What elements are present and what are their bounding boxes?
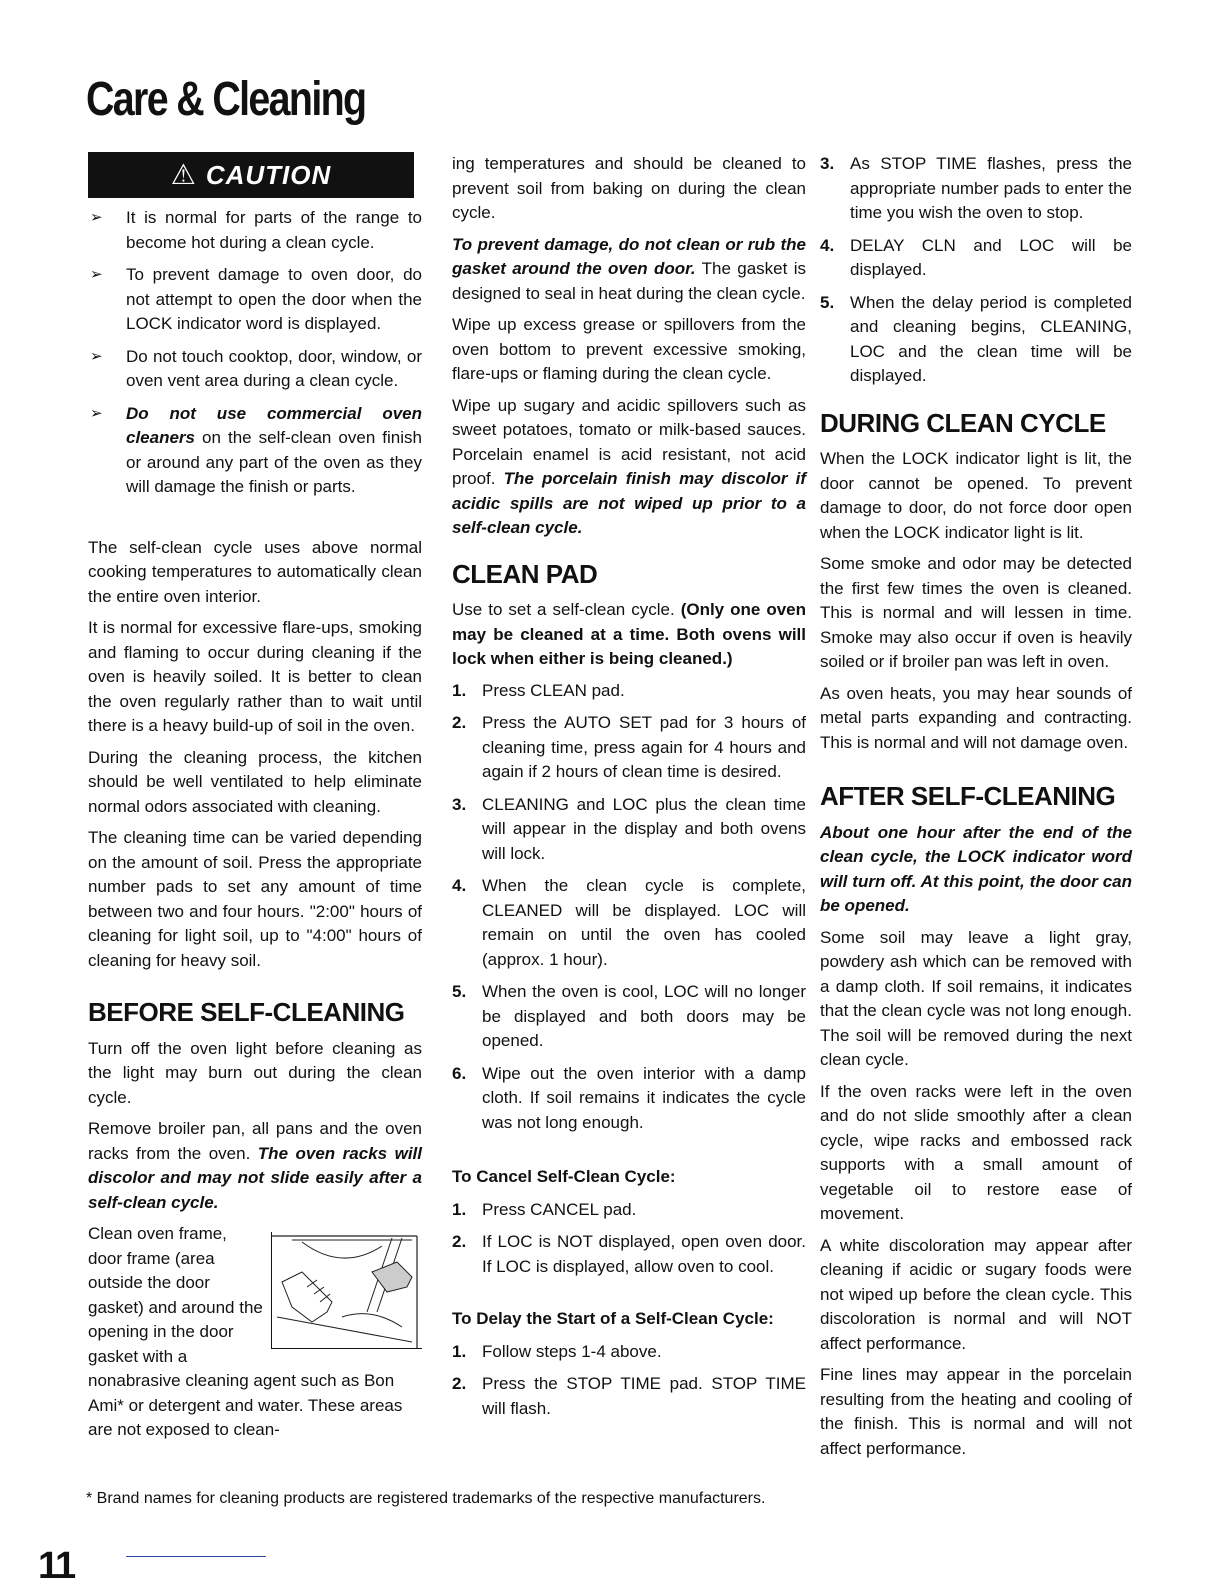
step-number: 3. bbox=[820, 154, 835, 173]
caution-item-text: on the self-clean oven finish or around any part of the oven as they will damage the finish or parts. bbox=[126, 428, 422, 496]
step-text: Press the AUTO SET pad for 3 hours of cleaning time, press again for 4 hours and again if 2 hours of clean time is desired. bbox=[482, 713, 806, 781]
step bbox=[452, 1372, 806, 1421]
arrow-icon: ➢ bbox=[90, 347, 103, 365]
step-number: 1. bbox=[452, 1199, 467, 1219]
after-paragraph: Fine lines may appear in the porcelain resulting from the heating and cooling of the finish. This is normal and will not affect performance. bbox=[820, 1365, 1132, 1458]
during-paragraph: Some smoke and odor may be detected the first few times the oven is cleaned. This is normal and will lessen in time. Smoke may also occur if oven is heavily soiled or if broiler pan was left in oven. bbox=[820, 554, 1132, 671]
before-paragraph bbox=[88, 1222, 422, 1443]
caution-item-text: It is normal for parts of the range to become hot during a clean cycle. bbox=[126, 208, 422, 252]
caution-item bbox=[88, 206, 422, 255]
clean-pad-intro-text: Use to set a self-clean cycle. bbox=[452, 600, 681, 619]
step-number: 1. bbox=[452, 1341, 467, 1361]
gasket-text: The gasket is designed to seal in heat during the clean cycle. bbox=[452, 259, 806, 303]
caution-item bbox=[88, 402, 422, 500]
wipe-sugary-bold: The porcelain finish may discolor if acidic spills are not wiped up prior to a self-clean cycle. bbox=[452, 469, 807, 537]
step-text: Press the STOP TIME pad. STOP TIME will flash. bbox=[482, 1374, 806, 1418]
intro-paragraph: During the cleaning process, the kitchen should be well ventilated to help eliminate normal odors associated with cleaning. bbox=[88, 747, 422, 816]
warning-icon: ⚠ bbox=[170, 158, 196, 190]
cancel-heading: To Cancel Self-Clean Cycle: bbox=[452, 1167, 676, 1186]
gasket-paragraph bbox=[452, 233, 806, 307]
caution-list bbox=[88, 206, 422, 500]
step bbox=[452, 793, 806, 867]
before-paragraph bbox=[88, 1117, 422, 1215]
during-heading: DURING CLEAN CYCLE bbox=[820, 407, 1106, 438]
divider bbox=[126, 1556, 266, 1557]
step-text: Press CLEAN pad. bbox=[482, 680, 625, 700]
step-text: Wipe out the oven interior with a damp cloth. If soil remains it indicates the cycle was not long enough. bbox=[482, 1063, 806, 1132]
col2-intro: ing temperatures and should be cleaned to prevent soil from baking on during the clean cycle. bbox=[452, 154, 806, 222]
wipe-sugary-paragraph bbox=[452, 394, 806, 541]
step-text: Follow steps 1-4 above. bbox=[482, 1341, 662, 1361]
intro-paragraph: It is normal for excessive flare-ups, smoking and flaming to occur during cleaning if the oven is heavily soiled. It is better to clean the oven regularly rather than to wait until there is a heavy build-up of soil in the oven. bbox=[88, 618, 422, 735]
intro-paragraph: The cleaning time can be varied depending on the amount of soil. Press the appropriate number pads to set any amount of time between two and four hours. "2:00" hours of cleaning for light soil, up to "4:00" hours of cleaning for heavy soil. bbox=[88, 828, 422, 970]
step bbox=[820, 234, 1132, 283]
clean-pad-steps bbox=[452, 679, 806, 1136]
intro-paragraph: The self-clean cycle uses above normal cooking temperatures to automatically clean the entire oven interior. bbox=[88, 537, 422, 606]
caution-label: CAUTION bbox=[205, 159, 332, 190]
caution-item-text: Do not touch cooktop, door, window, or oven vent area during a clean cycle. bbox=[126, 346, 422, 390]
caution-item bbox=[88, 263, 422, 337]
caution-item bbox=[88, 345, 422, 394]
caution-item-text: To prevent damage to oven door, do not attempt to open the door when the LOCK indicator word is displayed. bbox=[126, 265, 422, 333]
before-heading: BEFORE SELF-CLEANING bbox=[88, 997, 405, 1027]
page-number: 11 bbox=[38, 1545, 75, 1587]
arrow-icon: ➢ bbox=[90, 404, 103, 422]
caution-item-bold: Do not use commercial oven cleaners bbox=[126, 403, 422, 447]
step-text: When the oven is cool, LOC will no longer be displayed and both doors may be opened. bbox=[482, 982, 806, 1050]
step bbox=[820, 152, 1132, 226]
step bbox=[452, 1230, 806, 1279]
delay-steps-continued bbox=[820, 152, 1132, 389]
step-number: 5. bbox=[452, 982, 467, 1001]
column-1 bbox=[88, 152, 422, 1450]
footnote: * Brand names for cleaning products are registered trademarks of the respective manufacturers. bbox=[86, 1490, 766, 1507]
clean-pad-intro bbox=[452, 598, 806, 672]
before-text: Clean oven frame, door frame (area outside the door gasket) and around the opening in the door gasket with a nonabrasive cleaning agent such as Bon Ami* or detergent and water. These areas are not exposed to clean- bbox=[88, 1224, 403, 1439]
step-number: 1. bbox=[452, 680, 467, 700]
step bbox=[452, 1198, 806, 1223]
step-text: If LOC is NOT displayed, open oven door. If LOC is displayed, allow oven to cool. bbox=[482, 1232, 806, 1276]
after-paragraph: If the oven racks were left in the oven and do not slide smoothly after a clean cycle, wipe racks and embossed rack supports with a small amount of vegetable oil to restore ease of movement. bbox=[820, 1081, 1132, 1223]
column-2 bbox=[452, 152, 806, 1429]
step bbox=[452, 679, 806, 704]
column-3 bbox=[820, 152, 1132, 1468]
clean-pad-intro-bold: (Only one oven may be cleaned at a time. Both ovens will lock when either is being cleaned.) bbox=[452, 600, 807, 668]
after-heading: AFTER SELF-CLEANING bbox=[820, 781, 1116, 811]
step bbox=[452, 711, 806, 785]
step-text: As STOP TIME flashes, press the appropriate number pads to enter the time you wish the oven to stop. bbox=[850, 154, 1132, 222]
step bbox=[452, 1062, 806, 1136]
step bbox=[452, 874, 806, 972]
step-text: CLEANING and LOC plus the clean time will appear in the display and both ovens will lock. bbox=[482, 794, 806, 863]
wipe-grease-paragraph: Wipe up excess grease or spillovers from the oven bottom to prevent excessive smoking, flare-ups or flaming during the clean cycle. bbox=[452, 315, 806, 383]
step-number: 3. bbox=[452, 794, 467, 814]
step-text: DELAY CLN and LOC will be displayed. bbox=[850, 235, 1132, 279]
step bbox=[820, 291, 1132, 389]
step-text: When the delay period is completed and cleaning begins, CLEANING, LOC and the clean time will be displayed. bbox=[850, 292, 1132, 385]
step-number: 4. bbox=[452, 876, 467, 895]
page-title: Care & Cleaning bbox=[86, 73, 366, 126]
oven-cleaning-illustration bbox=[271, 1232, 422, 1349]
delay-steps bbox=[452, 1340, 806, 1422]
step-number: 2. bbox=[452, 1232, 467, 1251]
arrow-icon: ➢ bbox=[90, 266, 103, 283]
gasket-bold: To prevent damage, do not clean or rub the gasket around the oven door. bbox=[452, 234, 806, 278]
before-bold: The oven racks will discolor and may not slide easily after a self-clean cycle. bbox=[88, 1143, 422, 1212]
cancel-steps bbox=[452, 1198, 806, 1280]
step-number: 2. bbox=[452, 713, 467, 732]
after-paragraph: Some soil may leave a light gray, powdery ash which can be removed with a damp cloth. If soil remains, it indicates that the clean cycle was not long enough. The soil will be removed during the next clean cycle. bbox=[820, 927, 1132, 1069]
step-number: 4. bbox=[820, 235, 835, 255]
delay-heading: To Delay the Start of a Self-Clean Cycle: bbox=[452, 1309, 774, 1328]
after-bold: About one hour after the end of the clean cycle, the LOCK indicator word will turn off. At this point, the door can be opened. bbox=[820, 822, 1132, 915]
step-number: 5. bbox=[820, 292, 835, 312]
after-paragraph: A white discoloration may appear after cleaning if acidic or sugary foods were not wiped up before the clean cycle. This discoloration is normal and will NOT affect performance. bbox=[820, 1235, 1132, 1353]
step-number: 2. bbox=[452, 1374, 467, 1393]
step bbox=[452, 980, 806, 1054]
during-paragraph: As oven heats, you may hear sounds of metal parts expanding and contracting. This is normal and will not damage oven. bbox=[820, 683, 1132, 752]
wipe-sugary-text: Wipe up sugary and acidic spillovers such as sweet potatoes, tomato or milk-based sauces. Porcelain enamel is acid resistant, not acid proof. bbox=[452, 395, 806, 488]
clean-pad-heading: CLEAN PAD bbox=[452, 558, 598, 589]
caution-banner bbox=[88, 152, 414, 198]
during-paragraph: When the LOCK indicator light is lit, the door cannot be opened. To prevent damage to door, do not force door open when the LOCK indicator light is lit. bbox=[820, 449, 1132, 542]
step-number: 6. bbox=[452, 1063, 467, 1083]
step bbox=[452, 1340, 806, 1365]
before-paragraph: Turn off the oven light before cleaning as the light may burn out during the clean cycle. bbox=[88, 1038, 422, 1107]
arrow-icon: ➢ bbox=[90, 209, 103, 226]
step-text: When the clean cycle is complete, CLEANED will be displayed. LOC will remain on until the oven has cooled (approx. 1 hour). bbox=[482, 876, 806, 969]
step-text: Press CANCEL pad. bbox=[482, 1199, 637, 1219]
before-text: Remove broiler pan, all pans and the oven racks from the oven. bbox=[88, 1119, 422, 1163]
